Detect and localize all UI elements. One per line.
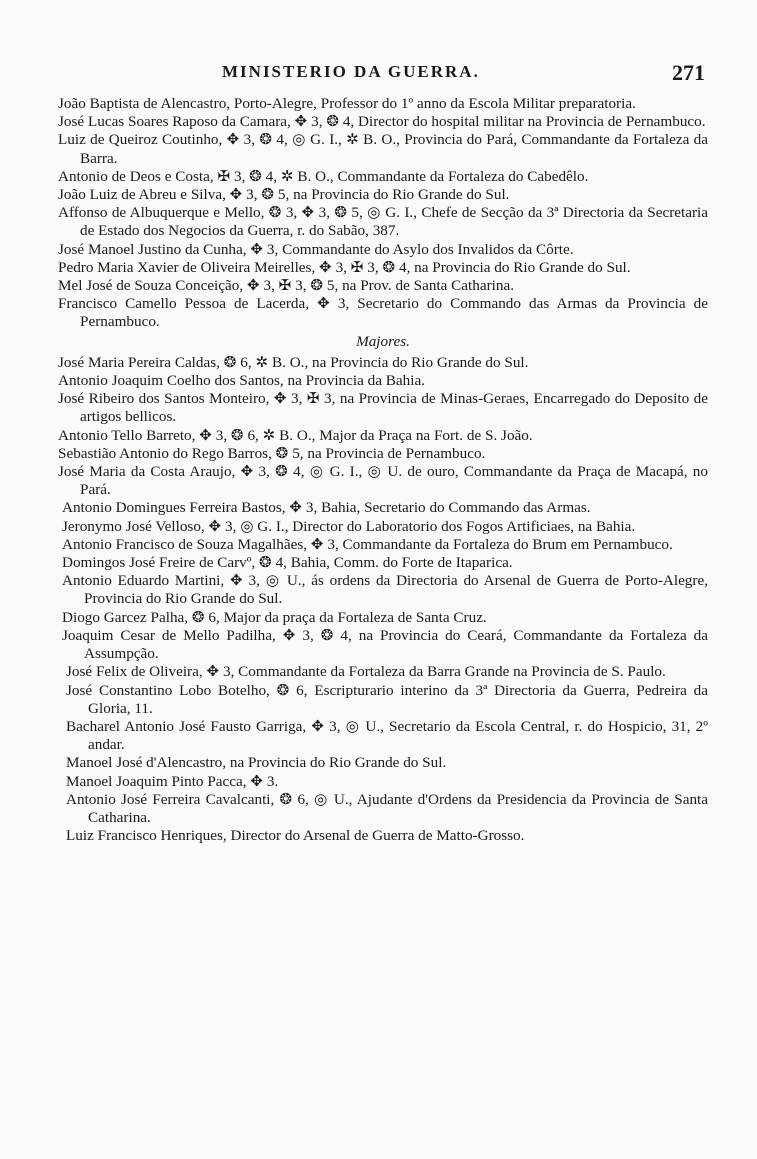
list-entry: Mel José de Souza Conceição, ✥ 3, ✠ 3, ❂ 5, na Prov. de Santa Catharina. <box>58 277 515 295</box>
list-entry: José Constantino Lobo Botelho, ❂ 6, Escripturario interino da 3ª Directoria da Guerra, Pedreira da Gloria, 11. <box>66 681 708 717</box>
list-entry: Manoel José d'Alencastro, na Provincia do Rio Grande do Sul. <box>66 754 447 772</box>
list-entry: Affonso de Albuquerque e Mello, ❂ 3, ✥ 3, ❂ 5, ◎ G. I., Chefe de Secção da 3ª Directoria da Secretaria de Estado dos Negocios da Guerra, r. do Sabão, 387. <box>58 204 708 240</box>
list-entry: João Baptista de Alencastro, Porto-Alegre, Professor do 1º anno da Escola Militar preparatoria. <box>58 95 636 112</box>
list-entry: Manoel Joaquim Pinto Pacca, ✥ 3. <box>66 772 279 790</box>
list-entry: Antonio Francisco de Souza Magalhães, ✥ 3, Commandante da Fortaleza do Brum em Pernambuco. <box>62 535 673 553</box>
list-entry: Antonio Eduardo Martini, ✥ 3, ◎ U., ás ordens da Directoria do Arsenal de Guerra de Porto-Alegre, Provincia do Rio Grande do Sul. <box>62 572 708 608</box>
page-number: 271 <box>672 60 705 85</box>
list-entry: José Felix de Oliveira, ✥ 3, Commandante da Fortaleza da Barra Grande na Provincia de S. Paulo. <box>66 663 666 681</box>
list-entry: Jeronymo José Velloso, ✥ 3, ◎ G. I., Director do Laboratorio dos Fogos Artificiaes, na Bahia. <box>62 517 636 535</box>
running-header: MINISTERIO DA GUERRA. <box>222 62 480 81</box>
list-entry: José Manoel Justino da Cunha, ✥ 3, Commandante do Asylo dos Invalidos da Côrte. <box>58 240 574 258</box>
list-entry: Antonio de Deos e Costa, ✠ 3, ❂ 4, ✲ B. O., Commandante da Fortaleza do Cabedêlo. <box>58 167 589 185</box>
list-entry: Luiz Francisco Henriques, Director do Arsenal de Guerra de Matto-Grosso. <box>66 827 525 845</box>
list-entry: João Luiz de Abreu e Silva, ✥ 3, ❂ 5, na Provincia do Rio Grande do Sul. <box>58 186 510 204</box>
list-entry: Pedro Maria Xavier de Oliveira Meirelles, ✥ 3, ✠ 3, ❂ 4, na Provincia do Rio Grande do Sul. <box>58 258 631 276</box>
list-entry: Domingos José Freire de Carvº, ❂ 4, Bahia, Comm. do Forte de Itaparica. <box>62 554 513 572</box>
section-title: Majores. <box>356 332 410 350</box>
list-entry: Luiz de Queiroz Coutinho, ✥ 3, ❂ 4, ◎ G. I., ✲ B. O., Provincia do Pará, Commandante da Fortaleza da Barra. <box>58 131 708 167</box>
list-entry: Joaquim Cesar de Mello Padilha, ✥ 3, ❂ 4, na Provincia do Ceará, Commandante da Fortaleza da Assumpção. <box>62 626 708 663</box>
list-entry: Antonio José Ferreira Cavalcanti, ❂ 6, ◎ U., Ajudante d'Ordens da Presidencia da Provincia de Santa Catharina. <box>66 790 708 826</box>
page-body <box>58 95 708 845</box>
list-entry: Bacharel Antonio José Fausto Garriga, ✥ 3, ◎ U., Secretario da Escola Central, r. do Hospicio, 31, 2º andar. <box>66 717 708 754</box>
list-entry: José Maria da Costa Araujo, ✥ 3, ❂ 4, ◎ G. I., ◎ U. de ouro, Commandante da Praça de Macapá, no Pará. <box>58 463 708 499</box>
list-entry: José Lucas Soares Raposo da Camara, ✥ 3, ❂ 4, Director do hospital militar na Provincia de Pernambuco. <box>58 113 706 131</box>
list-entry: José Ribeiro dos Santos Monteiro, ✥ 3, ✠ 3, na Provincia de Minas-Geraes, Encarregado do Deposito de artigos bellicos. <box>58 390 708 426</box>
list-entry: Antonio Joaquim Coelho dos Santos, na Provincia da Bahia. <box>58 372 425 390</box>
list-entry: Diogo Garcez Palha, ❂ 6, Major da praça da Fortaleza de Santa Cruz. <box>62 608 487 626</box>
list-entry: José Maria Pereira Caldas, ❂ 6, ✲ B. O., na Provincia do Rio Grande do Sul. <box>58 353 529 371</box>
list-entry: Sebastião Antonio do Rego Barros, ❂ 5, na Provincia de Pernambuco. <box>58 444 486 462</box>
list-entry: Antonio Tello Barreto, ✥ 3, ❂ 6, ✲ B. O., Major da Praça na Fort. de S. João. <box>58 426 533 444</box>
list-entry: Francisco Camello Pessoa de Lacerda, ✥ 3, Secretario do Commando das Armas da Provincia de Pernambuco. <box>58 295 708 331</box>
list-entry: Antonio Domingues Ferreira Bastos, ✥ 3, Bahia, Secretario do Commando das Armas. <box>62 499 591 517</box>
